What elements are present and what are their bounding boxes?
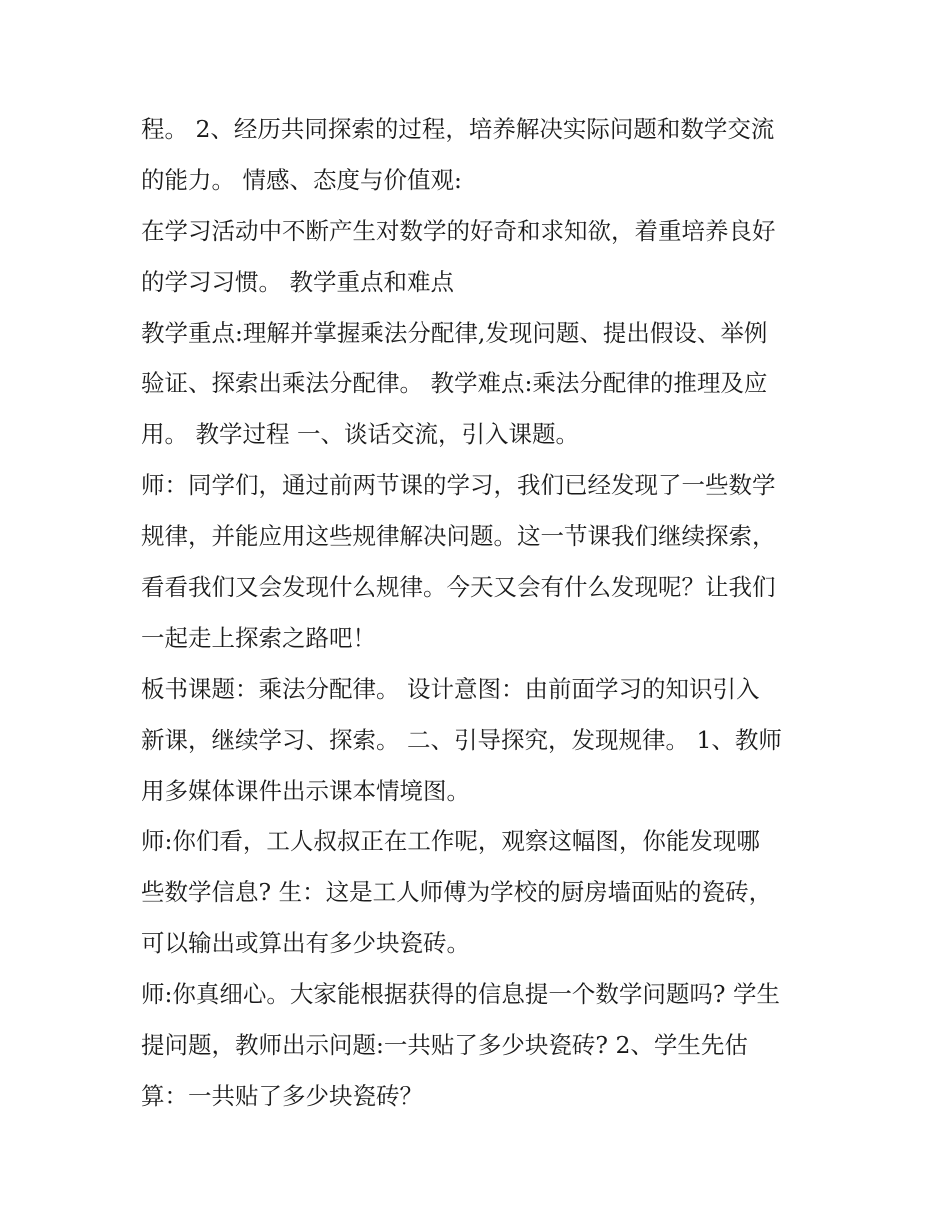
text-line: 新课，继续学习、探索。 二、引导探究，发现规律。 1、教师 <box>141 725 782 754</box>
text-line: 师:你真细心。大家能根据获得的信息提一个数学问题吗? 学生 <box>141 980 780 1009</box>
text-line: 规律，并能应用这些规律解决问题。这一节课我们继续探索， <box>141 522 776 551</box>
text-line: 算：一共贴了多少块瓷砖？ <box>141 1081 423 1110</box>
text-line: 教学重点:理解并掌握乘法分配律,发现问题、提出假设、举例 <box>141 318 768 347</box>
text-line: 在学习活动中不断产生对数学的好奇和求知欲，着重培养良好 <box>141 216 776 245</box>
text-line: 师：同学们，通过前两节课的学习，我们已经发现了一些数学 <box>141 471 776 500</box>
text-line: 板书课题：乘法分配律。 设计意图：由前面学习的知识引入 <box>141 674 760 703</box>
text-line: 的能力。 情感、态度与价值观: <box>141 165 462 194</box>
text-line: 用多媒体课件出示课本情境图。 <box>141 776 470 805</box>
text-line: 用。 教学过程 一、谈话交流，引入课题。 <box>141 420 579 449</box>
text-line: 提问题，教师出示问题:一共贴了多少块瓷砖? 2、学生先估 <box>141 1031 748 1060</box>
text-line: 验证、探索出乘法分配律。 教学难点:乘法分配律的推理及应 <box>141 369 768 398</box>
text-line: 的学习习惯。 教学重点和难点 <box>141 267 454 296</box>
text-line: 看看我们又会发现什么规律。今天又会有什么发现呢？让我们 <box>141 573 776 602</box>
text-line: 可以输出或算出有多少块瓷砖。 <box>141 929 470 958</box>
document-body <box>141 104 821 1122</box>
text-line: 师:你们看，工人叔叔正在工作呢，观察这幅图，你能发现哪 <box>141 827 760 856</box>
text-line: 些数学信息? 生：这是工人师傅为学校的厨房墙面贴的瓷砖， <box>141 878 773 907</box>
text-line: 程。 2、经历共同探索的过程，培养解决实际问题和数学交流 <box>141 115 775 143</box>
text-line: 一起走上探索之路吧！ <box>141 623 376 652</box>
